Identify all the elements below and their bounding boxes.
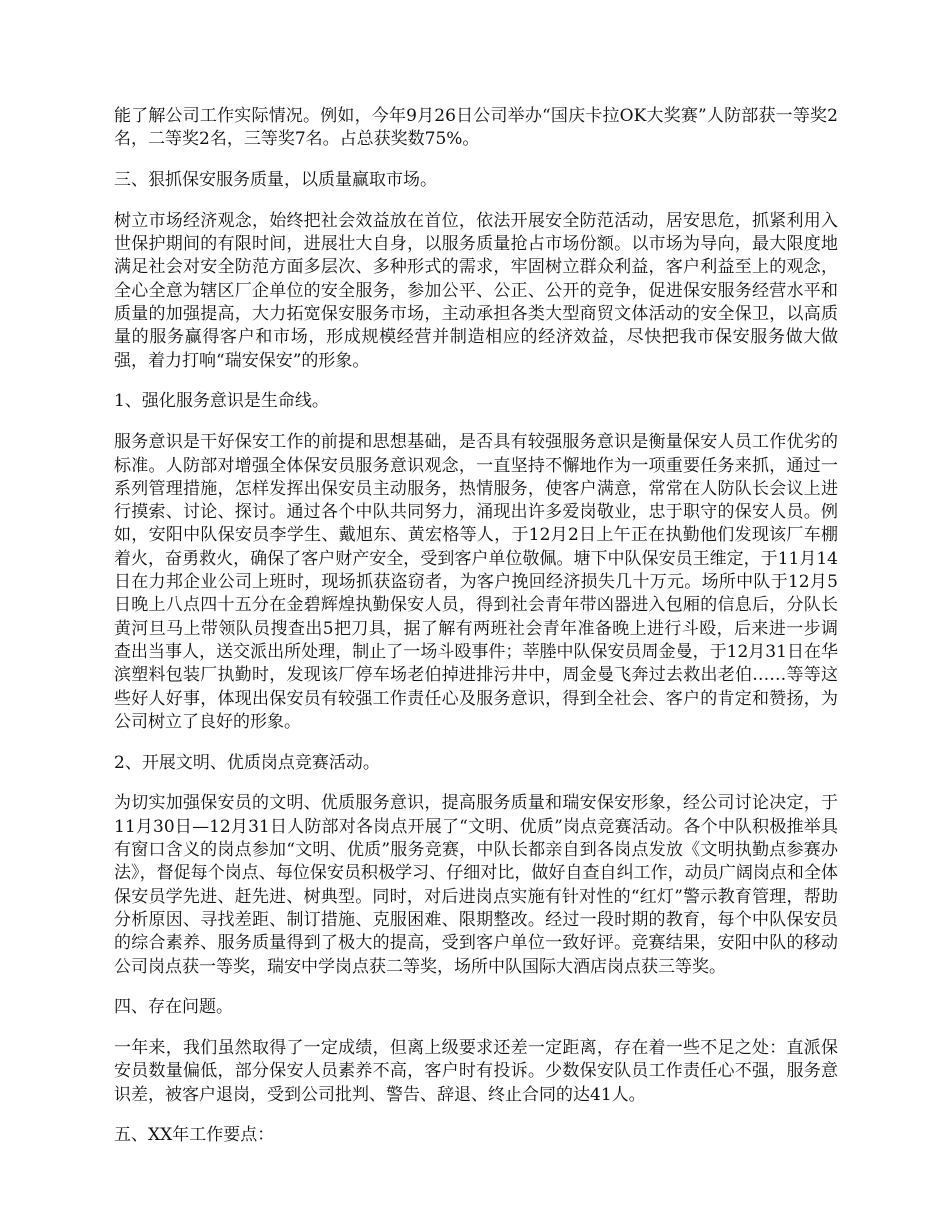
heading-section-four: 四、存在问题。 [114, 997, 233, 1018]
heading-post-competition: 2、开展文明、优质岗点竞赛活动。 [114, 752, 380, 773]
paragraph-post-competition: 为切实加强保安员的文明、优质服务意识，提高服务质量和瑞安保安形象，经公司讨论决定，于11月30日—12月31日人防部对各岗点开展了“文明、优质”岗点竞赛活动。各个中队积极推举具有窗口含义的岗点参加“文明、优质”服务竞赛，中队长都亲自到各岗点发放《文明执勤点参赛办法》，督促每个岗点、每位保安员积极学习、仔细对比，做好自查自纠工作，动员广阔岗点和全体保安员学先进、赶先进、树典型。同时，对后进岗点实施有针对性的“红灯”警示教育管理，帮助分析原因、寻找差距、制订措施、克服困难、限期整改。经过一段时期的教育，每个中队保安员的综合素养、服务质量得到了极大的提高，受到客户单位一致好评。竞赛结果，安阳中队的移动公司岗点获一等奖，瑞安中学岗点获二等奖，场所中队国际大酒店岗点获三等奖。 [114, 793, 838, 977]
heading-section-three: 三、狠抓保安服务质量，以质量赢取市场。 [114, 170, 437, 191]
paragraph-service-awareness: 服务意识是干好保安工作的前提和思想基础，是否具有较强服务意识是衡量保安人员工作优劣的标准。人防部对增强全体保安员服务意识观念，一直坚持不懈地作为一项重要任务来抓，通过一系列管理措施，怎样发挥出保安员主动服务，热情服务，使客户满意，常常在人防队长会议上进行摸索、讨论、探讨。通过各个中队共同努力，涌现出许多爱岗敬业，忠于职守的保安人员。例如，安阳中队保安员李学生、戴旭东、黄宏格等人，于12月2日上午正在执勤他们发现该厂车棚着火，奋勇救火，确保了客户财产安全，受到客户单位敬佩。塘下中队保安员王维定，于11月14日在力邦企业公司上班时，现场抓获盗窃者，为客户挽回经济损失几十万元。场所中队于12月5日晚上八点四十五分在金碧辉煌执勤保安人员，得到社会青年带凶器进入包厢的信息后，分队长黄河旦马上带领队员搜查出5把刀具，据了解有两班社会青年准备晚上进行斗殴，后来进一步调查出当事人，送交派出所处理，制止了一场斗殴事件；莘塍中队保安员周金曼，于12月31日在华滨塑料包装厂执勤时，发现该厂停车场老伯掉进排污井中，周金曼飞奔过去救出老伯……等等这些好人好事，体现出保安员有较强工作责任心及服务意识，得到全社会、客户的肯定和赞扬，为公司树立了良好的形象。 [114, 432, 838, 732]
heading-service-awareness: 1、强化服务意识是生命线。 [114, 391, 329, 412]
paragraph-intro-award: 能了解公司工作实际情况。例如，今年9月26日公司举办“国庆卡拉OK大奖赛”人防部获一等奖2名，二等奖2名，三等奖7名。占总获奖数75%。 [114, 106, 838, 150]
paragraph-market-economy: 树立市场经济观念，始终把社会效益放在首位，依法开展安全防范活动，居安思危，抓紧利用入世保护期间的有限时间，进展壮大自身，以服务质量抢占市场份额。以市场为导向，最大限度地满足社会对安全防范方面多层次、多种形式的需求，牢固树立群众利益，客户利益至上的观念，全心全意为辖区厂企单位的安全服务，参加公平、公正、公开的竞争，促进保安服务经营水平和质量的加强提高，大力拓宽保安服务市场，主动承担各类大型商贸文体活动的安全保卫，以高质量的服务赢得客户和市场，形成规模经营并制造相应的经济效益，尽快把我市保安服务做大做强，着力打响“瑞安保安”的形象。 [114, 210, 838, 371]
paragraph-problems: 一年来，我们虽然取得了一定成绩，但离上级要求还差一定距离，存在着一些不足之处：直派保安员数量偏低，部分保安人员素养不高，客户时有投诉。少数保安队员工作责任心不强，服务意识差，被客户退岗，受到公司批判、警告、辞退、终止合同的达41人。 [114, 1038, 838, 1105]
document-body [114, 105, 838, 1165]
heading-section-five: 五、XX年工作要点： [114, 1125, 275, 1146]
